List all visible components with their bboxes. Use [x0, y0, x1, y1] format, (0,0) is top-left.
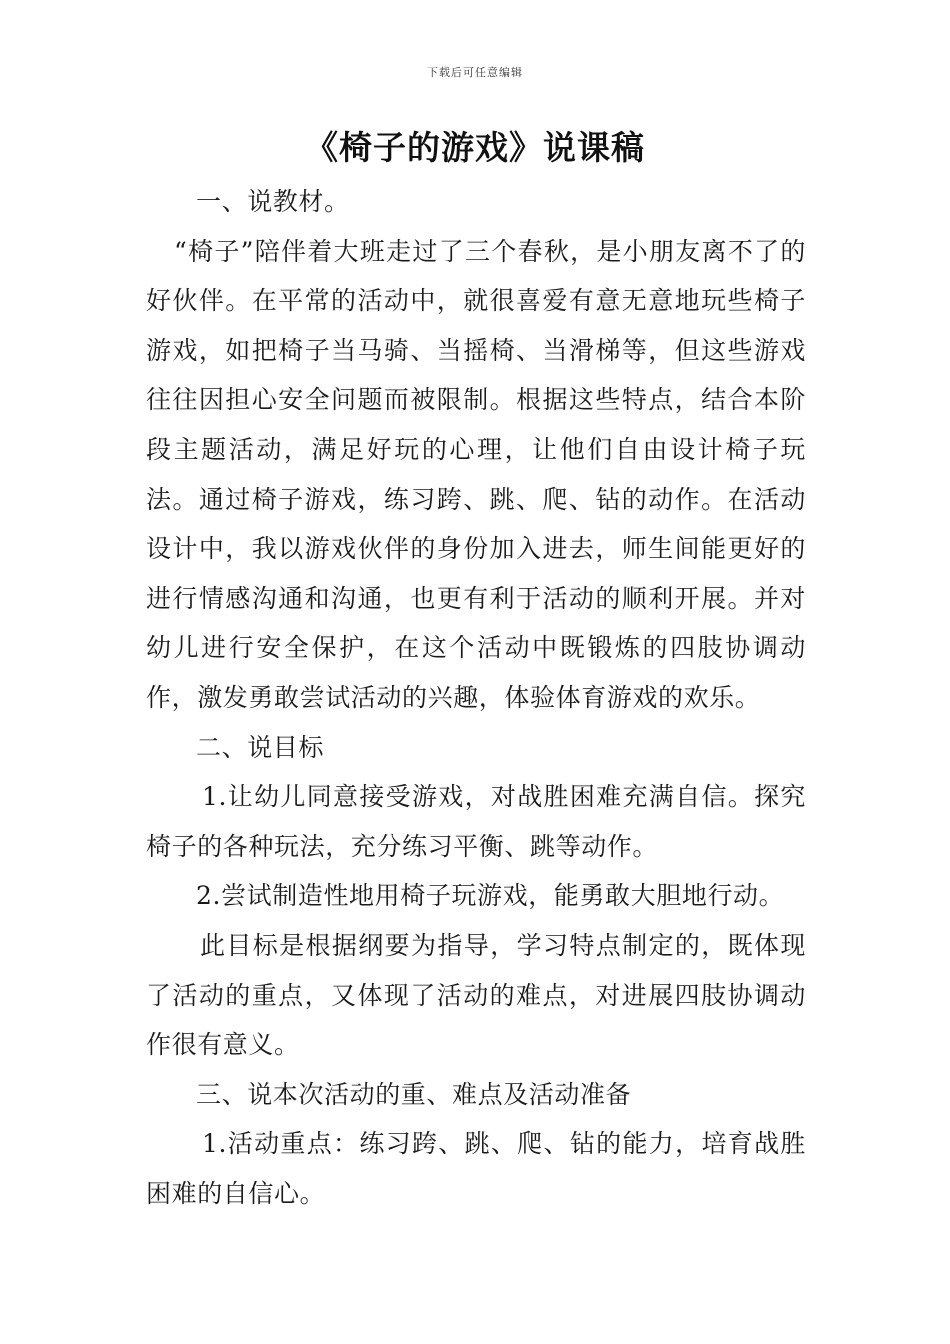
document-title: 《椅子的游戏》说课稿	[305, 128, 645, 167]
key-point-item-1: 1.活动重点：练习跨、跳、爬、钻的能力，培育战胜困难的自信心。	[146, 1129, 806, 1208]
section-heading-goals: 二、说目标	[196, 732, 325, 762]
goal-item-2: 2.尝试制造性地用椅子玩游戏，能勇敢大胆地行动。	[196, 881, 785, 911]
section-heading-key-points: 三、说本次活动的重、难点及活动准备	[196, 1079, 632, 1109]
section-heading-textbook: 一、说教材。	[196, 187, 350, 216]
paragraph-textbook: “椅子”陪伴着大班走过了三个春秋，是小朋友离不了的好伙伴。在平常的活动中，就很喜爱有意无意地玩些椅子游戏，如把椅子当马骑、当摇椅、当滑梯等，但这些游戏往往因担心安全问题而被限制。根据这些特点，结合本阶段主题活动，满足好玩的心理，让他们自由设计椅子玩法。通过椅子游戏，练习跨、跳、爬、钻的动作。在活动设计中，我以游戏伙伴的身份加入进去，师生间能更好的进行情感沟通和沟通，也更有利于活动的顺利开展。并对幼儿进行安全保护，在这个活动中既锻炼的四肢协调动作，激发勇敢尝试活动的兴趣，体验体育游戏的欢乐。	[146, 236, 806, 712]
paragraph-goals-explanation: 此目标是根据纲要为指导，学习特点制定的，既体现了活动的重点，又体现了活动的难点，对进展四肢协调动作很有意义。	[146, 930, 806, 1060]
goal-item-1: 1.让幼儿同意接受游戏，对战胜困难充满自信。探究椅子的各种玩法，充分练习平衡、跳等动作。	[146, 782, 806, 861]
document-body	[146, 177, 806, 1218]
header-note: 下载后可任意编辑	[427, 66, 523, 79]
